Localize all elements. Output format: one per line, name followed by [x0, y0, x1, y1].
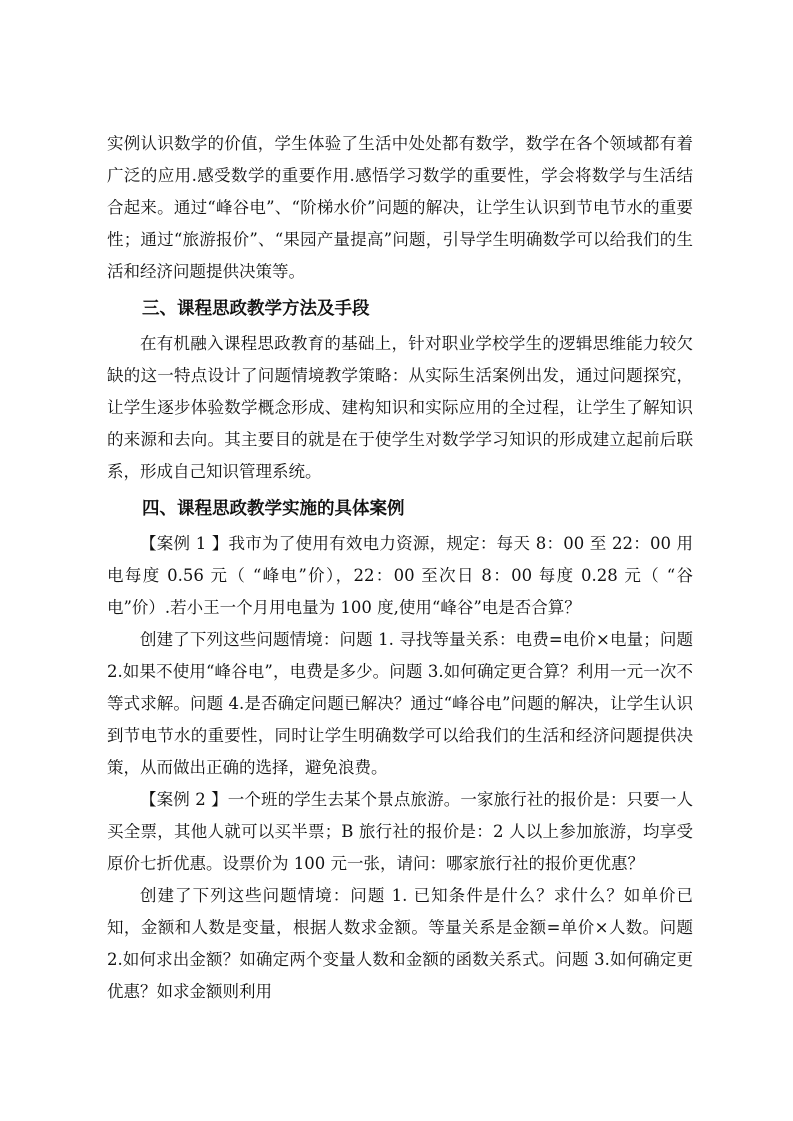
body-paragraph: 创建了下列这些问题情境：问题 1. 寻找等量关系：电费=电价×电量；问题 2.如果不使用“峰谷电”，电费是多少。问题 3.如何确定更合算？利用一元一次不等式求解。问题 4.是否确定问题已解决？通过“峰谷电”问题的解决，让学生认识到节电节水的重要性，同时让学生明确数学可以给我们的生活和经济问题提供决策，从而做出正确的选择，避免浪费。	[107, 630, 693, 777]
case-paragraph: 【案例 1 】我市为了使用有效电力资源，规定：每天 8：00 至 22：00 用电每度 0.56 元（ “峰电”价），22：00 至次日 8：00 每度 0.28 元（ “谷电”价）.若小王一个月用电量为 100 度,使用“峰谷”电是否合算？	[107, 534, 693, 617]
body-paragraph: 在有机融入课程思政教育的基础上，针对职业学校学生的逻辑思维能力较欠缺的这一特点设计了问题情境教学策略：从实际生活案例出发，通过问题探究，让学生逐步体验数学概念形成、建构知识和实际应用的全过程，让学生了解知识的来源和去向。其主要目的就是在于使学生对数学学习知识的形成建立起前后联系，形成自己知识管理系统。	[107, 334, 693, 481]
case-paragraph: 【案例 2 】一个班的学生去某个景点旅游。一家旅行社的报价是：只要一人买全票，其他人就可以买半票；B 旅行社的报价是：2 人以上参加旅游，均享受原价七折优惠。设票价为 100 元一张，请问：哪家旅行社的报价更优惠？	[107, 790, 693, 873]
section-heading: 四、课程思政教学实施的具体案例	[142, 499, 405, 519]
section-heading: 三、课程思政教学方法及手段	[142, 299, 370, 319]
body-paragraph: 创建了下列这些问题情境：问题 1. 已知条件是什么？求什么？如单价已知，金额和人数是变量，根据人数求金额。等量关系是金额=单价×人数。问题 2.如何求出金额？如确定两个变量人数和金额的函数关系式。问题 3.如何确定更优惠？如求金额则利用	[107, 886, 693, 1001]
body-paragraph: 实例认识数学的价值，学生体验了生活中处处都有数学，数学在各个领域都有着广泛的应用.感受数学的重要作用.感悟学习数学的重要性，学会将数学与生活结合起来。通过“峰谷电”、“阶梯水价”问题的解决，让学生认识到节电节水的重要性；通过“旅游报价”、“果园产量提高”问题，引导学生明确数学可以给我们的生活和经济问题提供决策等。	[107, 134, 693, 281]
